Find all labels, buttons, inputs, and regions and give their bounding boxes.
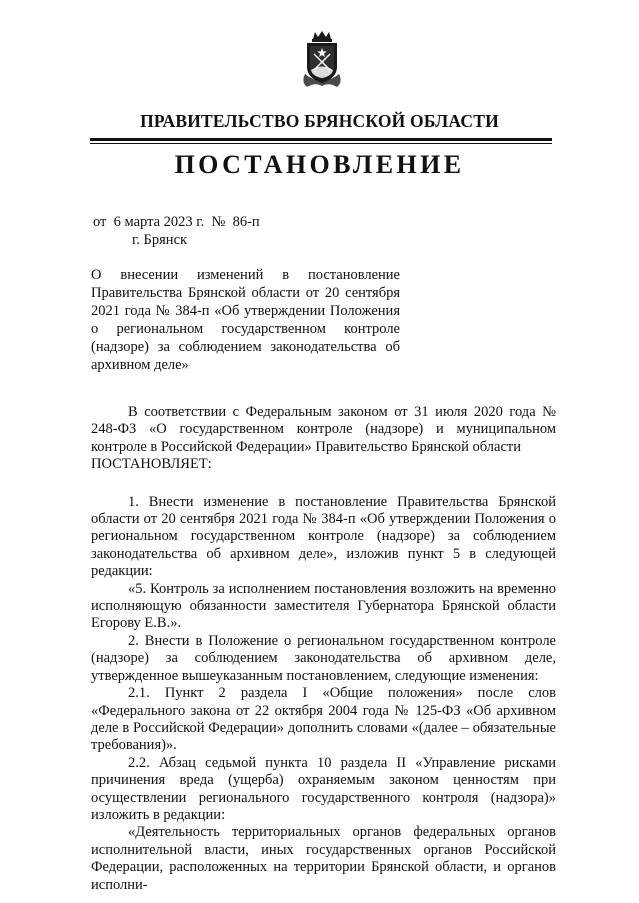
bryansk-coat-of-arms-icon (299, 30, 345, 90)
paragraph-2-1: 2.1. Пункт 2 раздела I «Общие положения» после слов «Федерального закона от 22 октября 2004 года № 125-ФЗ «Об архивном деле в Российской Федерации» дополнить словами «(далее – обязательные требования)». (91, 685, 556, 754)
document-date-number: от 6 марта 2023 г. № 86-п (93, 214, 260, 230)
header-rule-thin (90, 143, 552, 144)
document-place: г. Брянск (132, 232, 188, 248)
document-body (91, 404, 556, 894)
paragraph-2-2-quote: «Деятельность территориальных органов федеральных органов исполнительной власти, иных государственных органов Российской Федерации, расположенных на территории Брянской области, и органов исполни- (91, 824, 556, 893)
decree-word: ПОСТАНОВЛЯЕТ: (91, 456, 212, 473)
header-rule-thick (90, 138, 552, 141)
paragraph-1-quote: «5. Контроль за исполнением постановления возложить на временно исполняющую обязанности заместителя Губернатора Брянской области Егорову Е.В.». (91, 580, 556, 632)
document-subject: О внесении изменений в постановление Правительства Брянской области от 20 сентября 2021 года № 384-п «Об утверждении Положения о региональном государственном контроле (надзоре) за соблюдением законодательства об архивном деле» (91, 267, 400, 373)
government-name: ПРАВИТЕЛЬСТВО БРЯНСКОЙ ОБЛАСТИ (140, 111, 499, 131)
preamble-paragraph: В соответствии с Федеральным законом от 31 июля 2020 года № 248-ФЗ «О государственном контроле (надзоре) и муниципальном контроле в Российской Федерации» Правительство Брянской области (91, 404, 556, 455)
document-type-title: ПОСТАНОВЛЕНИЕ (174, 150, 465, 179)
paragraph-2: 2. Внести в Положение о региональном государственном контроле (надзоре) за соблюдением законодательства об архивном деле, утвержденное вышеуказанным постановлением, следующие изменения: (91, 632, 556, 684)
paragraph-2-2: 2.2. Абзац седьмой пункта 10 раздела II «Управление рисками причинения вреда (ущерба) охраняемым законом ценностям при осуществлении регионального государственного контроля (надзора)» изложить в редакции: (91, 754, 556, 823)
coat-of-arms-graphic (299, 30, 345, 90)
paragraph-1: 1. Внести изменение в постановление Правительства Брянской области от 20 сентября 2021 года № 384-п «Об утверждении Положения о региональном государственном контроле (надзоре) за соблюдением законодательства об архивном деле», изложив пункт 5 в следующей редакции: (91, 493, 556, 580)
